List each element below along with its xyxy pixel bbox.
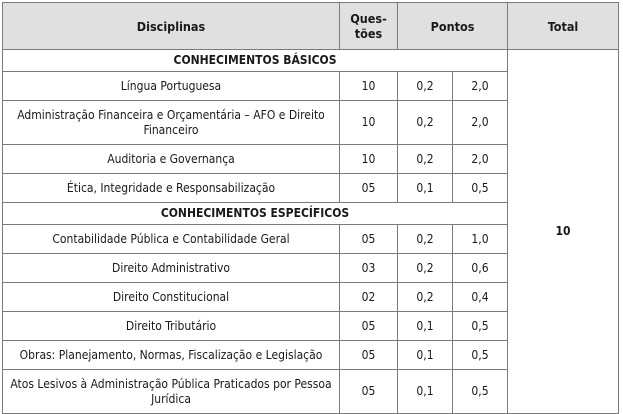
pontos-cell: 2,0 (453, 145, 508, 174)
peso-cell: 0,1 (398, 370, 453, 414)
section-title: CONHECIMENTOS BÁSICOS (3, 50, 508, 72)
peso-cell: 0,2 (398, 101, 453, 145)
disciplina-cell: Língua Portuguesa (3, 72, 340, 101)
peso-cell: 0,1 (398, 312, 453, 341)
questoes-cell: 05 (340, 174, 398, 203)
header-row (3, 3, 619, 50)
pontos-cell: 0,6 (453, 254, 508, 283)
disciplina-cell: Ética, Integridade e Responsabilização (3, 174, 340, 203)
questoes-cell: 05 (340, 370, 398, 414)
pontos-cell: 0,5 (453, 341, 508, 370)
section-title: CONHECIMENTOS ESPECÍFICOS (3, 203, 508, 225)
pontos-cell: 1,0 (453, 225, 508, 254)
header-disciplinas: Disciplinas (3, 3, 340, 50)
peso-cell: 0,2 (398, 225, 453, 254)
disciplina-cell: Obras: Planejamento, Normas, Fiscalização e Legislação (3, 341, 340, 370)
section-row (3, 50, 619, 72)
disciplina-cell: Contabilidade Pública e Contabilidade Geral (3, 225, 340, 254)
peso-cell: 0,2 (398, 72, 453, 101)
questoes-cell: 10 (340, 101, 398, 145)
disciplina-cell: Auditoria e Governança (3, 145, 340, 174)
pontos-cell: 0,4 (453, 283, 508, 312)
questoes-cell: 10 (340, 72, 398, 101)
peso-cell: 0,1 (398, 341, 453, 370)
disciplina-cell: Atos Lesivos à Administração Pública Praticados por Pessoa Jurídica (3, 370, 340, 414)
disciplina-cell: Direito Tributário (3, 312, 340, 341)
peso-cell: 0,2 (398, 254, 453, 283)
peso-cell: 0,1 (398, 174, 453, 203)
questoes-cell: 02 (340, 283, 398, 312)
header-questoes: Ques- tões (340, 3, 398, 50)
total-value: 10 (508, 50, 619, 414)
pontos-cell: 2,0 (453, 101, 508, 145)
exam-table (2, 2, 619, 414)
questoes-cell: 10 (340, 145, 398, 174)
questoes-cell: 05 (340, 225, 398, 254)
questoes-cell: 05 (340, 312, 398, 341)
peso-cell: 0,2 (398, 145, 453, 174)
disciplina-cell: Administração Financeira e Orçamentária – AFO e Direito Financeiro (3, 101, 340, 145)
questoes-cell: 03 (340, 254, 398, 283)
header-pontos: Pontos (398, 3, 508, 50)
pontos-cell: 0,5 (453, 370, 508, 414)
questoes-cell: 05 (340, 341, 398, 370)
disciplina-cell: Direito Administrativo (3, 254, 340, 283)
disciplina-cell: Direito Constitucional (3, 283, 340, 312)
pontos-cell: 0,5 (453, 312, 508, 341)
peso-cell: 0,2 (398, 283, 453, 312)
header-total: Total (508, 3, 619, 50)
pontos-cell: 2,0 (453, 72, 508, 101)
pontos-cell: 0,5 (453, 174, 508, 203)
